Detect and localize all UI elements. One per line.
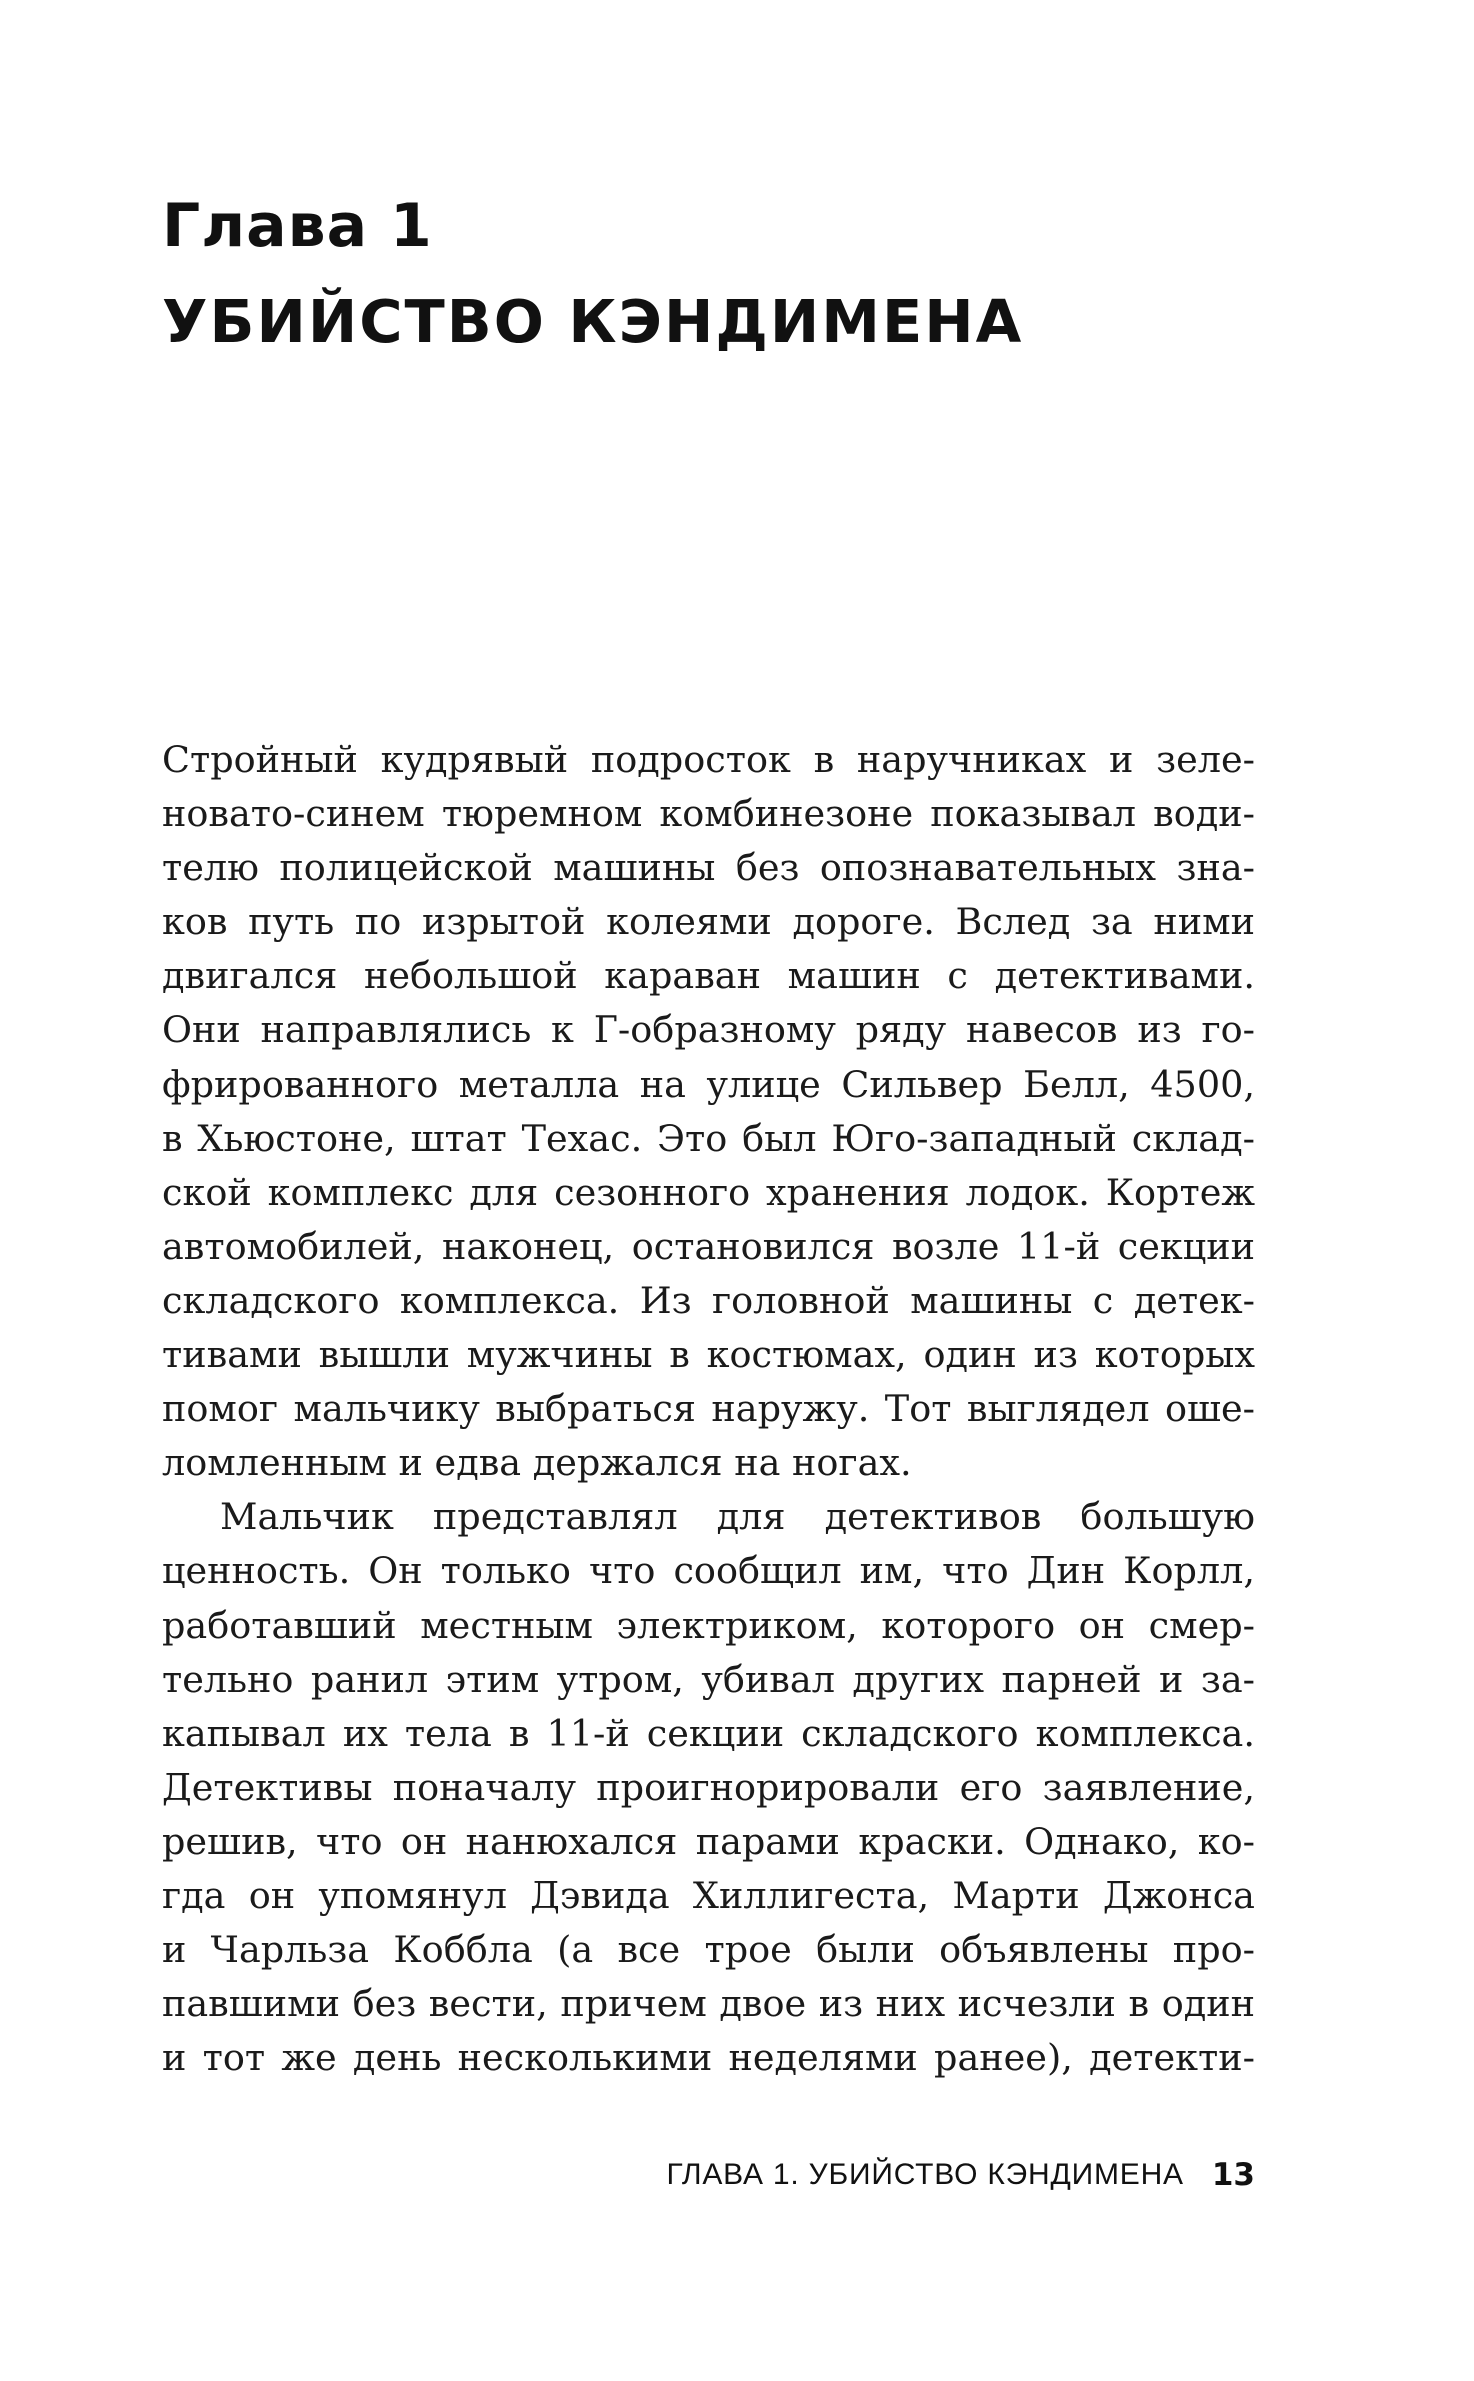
text-line: ков путь по изрытой колеями дороге. Вслед за ними: [162, 900, 1255, 944]
text-line: тельно ранил этим утром, убивал других парней и за-: [162, 1657, 1255, 1701]
text-line: в Хьюстоне, штат Техас. Это был Юго-западный склад-: [162, 1116, 1255, 1160]
text-line: павшими без вести, причем двое из них исчезли в один: [162, 1982, 1255, 2026]
page-number: 13: [1211, 2157, 1255, 2193]
text-line: гда он упомянул Дэвида Хиллигеста, Марти Джонса: [162, 1873, 1255, 1917]
chapter-label: Глава 1: [162, 191, 433, 261]
text-line: автомобилей, наконец, остановился возле 11-й секции: [162, 1224, 1255, 1268]
running-footer: [560, 2150, 1255, 2200]
text-line: телю полицейской машины без опознавательных зна-: [162, 846, 1255, 890]
text-line: помог мальчику выбраться наружу. Тот выглядел оше-: [162, 1387, 1255, 1431]
text-line: фрированного металла на улице Сильвер Белл, 4500,: [162, 1062, 1255, 1106]
text-line: Они направлялись к Г-образному ряду навесов из го-: [162, 1008, 1255, 1052]
chapter-header: [162, 178, 1262, 370]
text-line: и Чарльза Коббла (а все трое были объявлены про-: [162, 1928, 1255, 1972]
text-line: Стройный кудрявый подросток в наручниках и зеле-: [162, 738, 1255, 781]
paragraph-1: [162, 733, 1255, 1490]
text-line: ской комплекс для сезонного хранения лодок. Кортеж: [162, 1170, 1255, 1214]
text-line: новато-синем тюремном комбинезоне показывал води-: [162, 792, 1255, 836]
text-line: двигался небольшой караван машин с детективами.: [162, 954, 1255, 998]
text-line: ломленным и едва держался на ногах.: [162, 1441, 912, 1485]
text-line: решив, что он нанюхался парами краски. Однако, ко-: [162, 1819, 1255, 1863]
text-line: Детективы поначалу проигнорировали его заявление,: [162, 1765, 1255, 1809]
body-text: [162, 733, 1255, 2085]
text-line: складского комплекса. Из головной машины с детек-: [162, 1278, 1255, 1322]
text-line: ценность. Он только что сообщил им, что Дин Корлл,: [162, 1549, 1255, 1593]
text-line: и тот же день несколькими неделями ранее), детекти-: [162, 2036, 1255, 2080]
text-line: тивами вышли мужчины в костюмах, один из которых: [162, 1333, 1255, 1377]
chapter-title: УБИЙСТВО КЭНДИМЕНА: [162, 287, 1024, 356]
text-line: капывал их тела в 11-й секции складского комплекса.: [162, 1711, 1255, 1755]
running-title: ГЛАВА 1. УБИЙСТВО КЭНДИМЕНА: [666, 2158, 1184, 2191]
paragraph-2: [162, 1490, 1255, 2085]
text-line: работавший местным электриком, которого он смер-: [162, 1603, 1255, 1647]
text-line: Мальчик представлял для детективов большую: [220, 1495, 1255, 1539]
